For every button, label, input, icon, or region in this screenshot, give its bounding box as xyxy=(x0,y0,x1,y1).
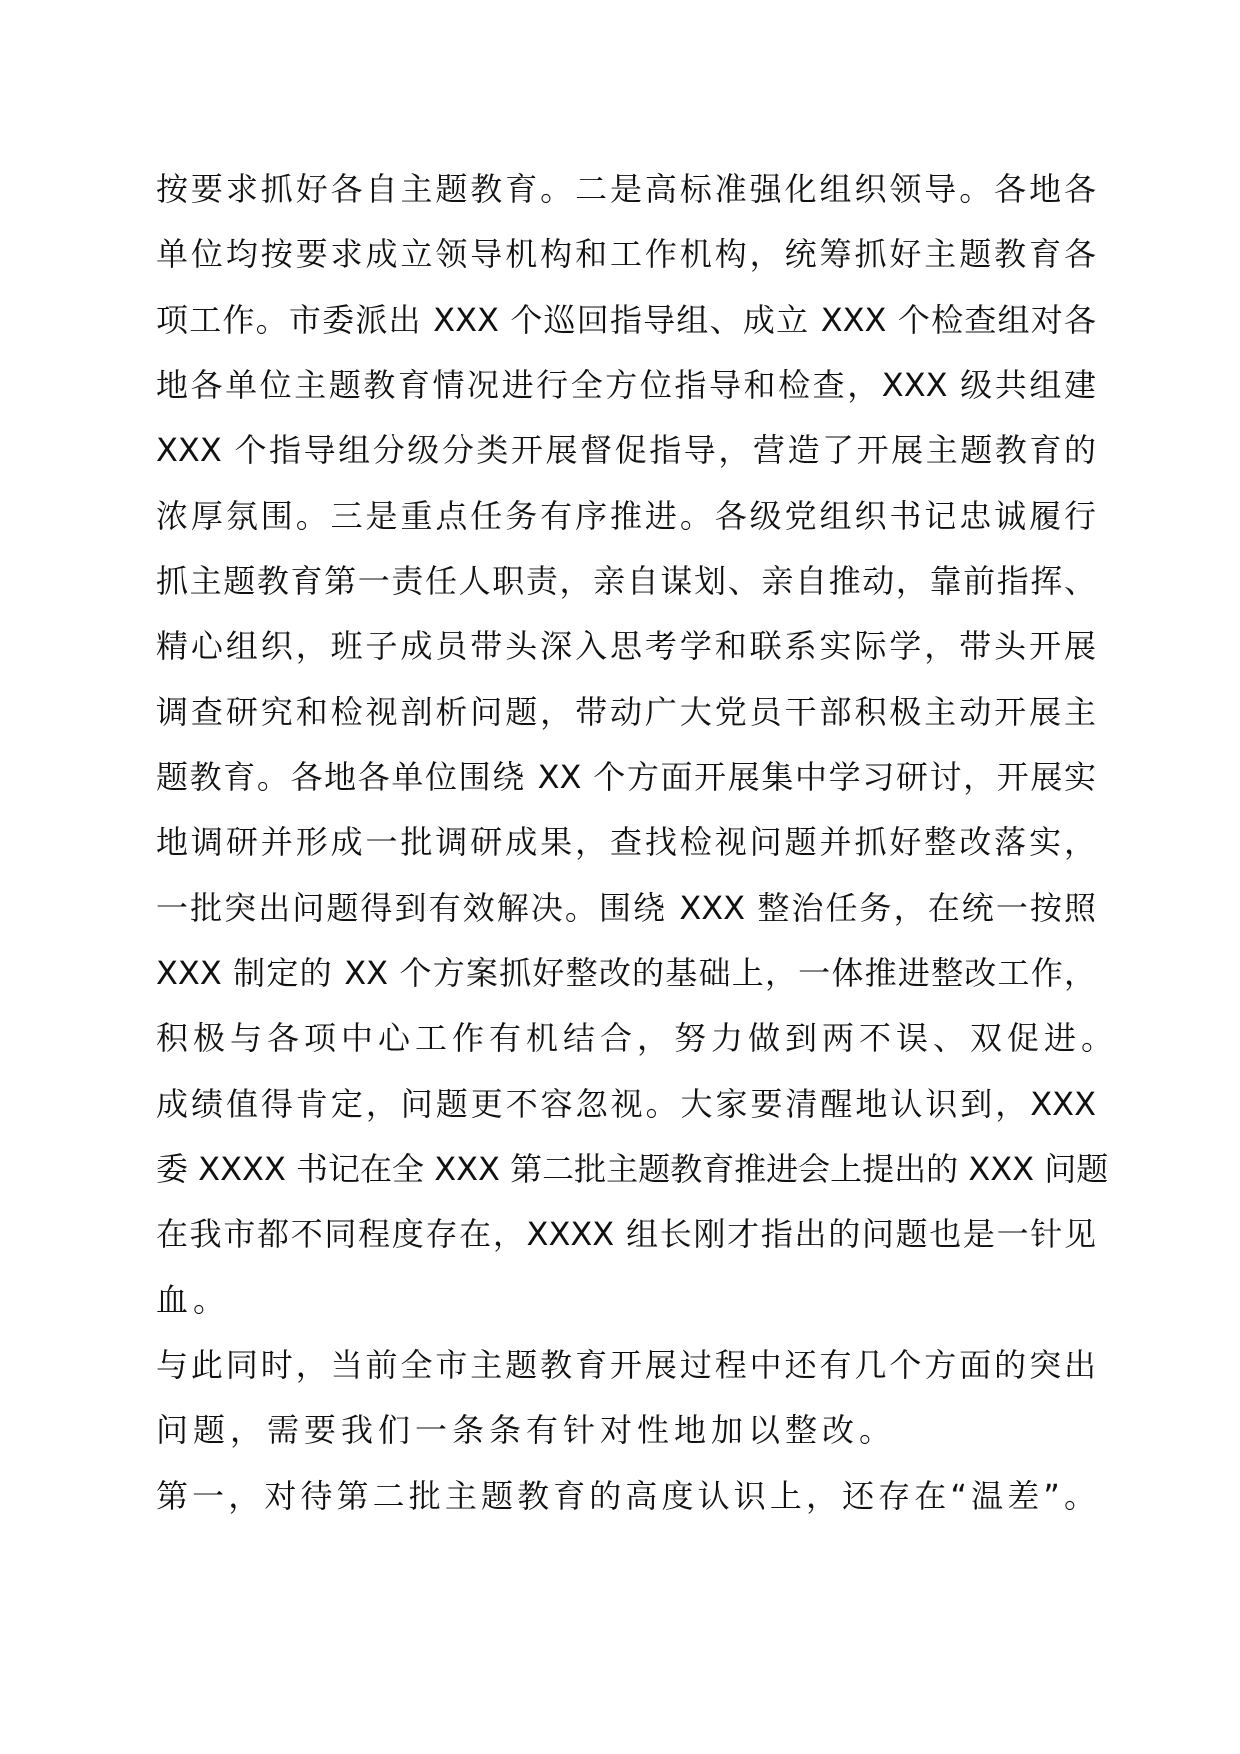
text-line-5: XXX 个指导组分级分类开展督促指导，营造了开展主题教育的 xyxy=(156,431,1096,469)
text-line-9: 调查研究和检视剖析问题，带动广大党员干部积极主动开展主 xyxy=(156,693,1096,731)
text-line-14: 积极与各项中心工作有机结合，努力做到两不误、双促进。 xyxy=(156,1019,1119,1057)
text-line-1: 按要求抓好各自主题教育。二是高标准强化组织领导。各地各 xyxy=(156,170,1096,208)
text-line-8: 精心组织，班子成员带头深入思考学和联系实际学，带头开展 xyxy=(156,627,1096,665)
text-line-6: 浓厚氛围。三是重点任务有序推进。各级党组织书记忠诚履行 xyxy=(156,497,1096,535)
text-line-13: XXX 制定的 XX 个方案抓好整改的基础上，一体推进整改工作， xyxy=(156,954,1096,992)
text-line-18: 血。 xyxy=(156,1281,231,1319)
text-line-12: 一批突出问题得到有效解决。围绕 XXX 整治任务，在统一按照 xyxy=(156,889,1096,927)
text-line-10: 题教育。各地各单位围绕 XX 个方面开展集中学习研讨，开展实 xyxy=(156,758,1096,796)
text-line-16: 委 XXXX 书记在全 XXX 第二批主题教育推进会上提出的 XXX 问题 xyxy=(156,1150,1109,1188)
text-line-19: 与此同时，当前全市主题教育开展过程中还有几个方面的突出 xyxy=(156,1346,1096,1384)
text-line-3: 项工作。市委派出 XXX 个巡回指导组、成立 XXX 个检查组对各 xyxy=(156,301,1096,339)
text-line-15: 成绩值得肯定，问题更不容忽视。大家要清醒地认识到，XXX xyxy=(156,1085,1096,1123)
text-line-21: 第一，对待第二批主题教育的高度认识上，还存在“温差”。 xyxy=(156,1477,1096,1515)
text-line-4: 地各单位主题教育情况进行全方位指导和检查，XXX 级共组建 xyxy=(156,366,1096,404)
text-line-7: 抓主题教育第一责任人职责，亲自谋划、亲自推动，靠前指挥、 xyxy=(156,562,1096,600)
text-line-11: 地调研并形成一批调研成果，查找检视问题并抓好整改落实， xyxy=(156,823,1096,861)
text-line-20: 问题，需要我们一条条有针对性地加以整改。 xyxy=(156,1411,897,1449)
text-line-17: 在我市都不同程度存在，XXXX 组长刚才指出的问题也是一针见 xyxy=(156,1215,1096,1253)
text-line-2: 单位均按要求成立领导机构和工作机构，统筹抓好主题教育各 xyxy=(156,235,1096,273)
